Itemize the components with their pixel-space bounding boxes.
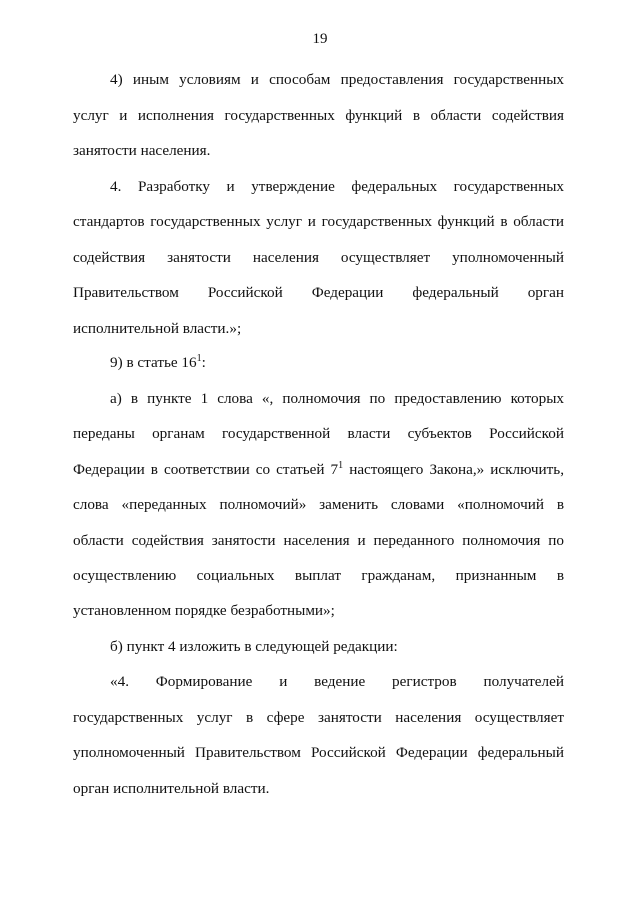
superscript: 1 [196,353,202,364]
text-line: а) в пункте 1 слова «, полномочия по предоставлению которых [110,390,564,407]
text-line: 4. Разработку и утверждение федеральных государственных [110,178,564,195]
text-line: переданы органам государственной власти субъектов Российской [73,425,564,442]
superscript: 1 [338,460,344,471]
text-line: Правительством Российской Федерации федеральный орган [73,284,564,301]
text-line: стандартов государственных услуг и государственных функций в области [73,213,564,230]
text-line: 4) иным условиям и способам предоставления государственных [110,71,564,88]
text-line: исполнительной власти.»; [73,320,242,337]
page-number: 19 [312,31,328,47]
text-line [110,354,564,372]
text-line: «4. Формирование и ведение регистров получателей [110,673,564,690]
text-line: области содействия занятости населения и переданного полномочия по [73,532,564,549]
text-line: установленном порядке безработными»; [73,602,335,619]
text-line: содействия занятости населения осуществляет уполномоченный [73,249,564,266]
text-fragment: настоящего Закона,» исключить, [343,461,565,478]
text-line: орган исполнительной власти. [73,780,270,797]
text-line: осуществлению социальных выплат гражданам, признанным в [73,567,564,584]
text-fragment: 9) в статье 16 [110,354,197,371]
text-fragment: : [201,354,206,371]
text-line [73,461,564,479]
text-line: б) пункт 4 изложить в следующей редакции: [110,638,398,655]
text-fragment: Федерации в соответствии со статьей 7 [73,461,339,478]
text-line: уполномоченный Правительством Российской Федерации федеральный [73,744,564,761]
text-line: слова «переданных полномочий» заменить словами «полномочий в [73,496,564,513]
text-line: услуг и исполнения государственных функций в области содействия [73,107,564,124]
text-line: государственных услуг в сфере занятости населения осуществляет [73,709,564,726]
text-line: занятости населения. [73,142,211,159]
